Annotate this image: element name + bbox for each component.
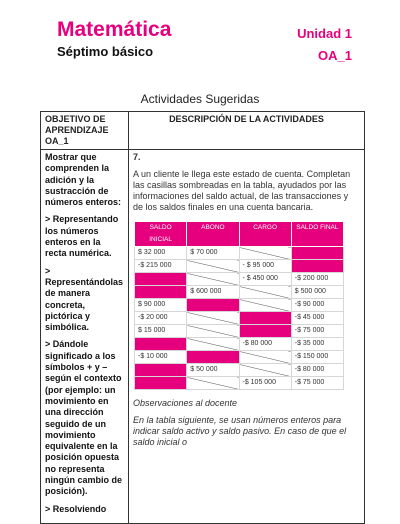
bank-shaded-cell — [135, 273, 187, 286]
bank-crossed-cell — [187, 273, 239, 286]
bank-header-cell: ABONO — [187, 222, 239, 247]
bank-value-cell: $ 500 000 — [291, 286, 343, 299]
bank-crossed-cell — [239, 286, 291, 299]
bank-crossed-cell — [187, 312, 239, 325]
bank-crossed-cell — [239, 351, 291, 364]
bank-row — [135, 325, 344, 338]
bank-header-cell: CARGO — [239, 222, 291, 247]
bank-value-cell: -$ 80 000 — [239, 338, 291, 351]
header-left — [57, 18, 171, 59]
bank-row — [135, 247, 344, 260]
bank-row — [135, 338, 344, 351]
bank-row — [135, 299, 344, 312]
table-header-row — [41, 112, 365, 150]
bank-value-cell: -$ 150 000 — [291, 351, 343, 364]
bank-header-row — [135, 222, 344, 247]
bank-row — [135, 286, 344, 299]
bank-header-cell: SALDO INICIAL — [135, 222, 187, 247]
bank-value-cell: -$ 35 000 — [291, 338, 343, 351]
oa-label: OA_1 — [318, 48, 352, 63]
bank-shaded-cell — [239, 325, 291, 338]
bank-row — [135, 377, 344, 390]
bank-shaded-cell — [135, 286, 187, 299]
bank-value-cell: -$ 80 000 — [291, 364, 343, 377]
objective-bullet: > Representando los números enteros en la recta numérica. — [45, 214, 119, 259]
bank-crossed-cell — [239, 299, 291, 312]
bank-shaded-cell — [291, 247, 343, 260]
unit-label: Unidad 1 — [297, 26, 352, 41]
bank-header-cell: SALDO FINAL — [291, 222, 343, 247]
bank-value-cell: -$ 10 000 — [135, 351, 187, 364]
objective-bullet: > Representándolas de manera concreta, pictórica y simbólica. — [45, 265, 124, 333]
bank-row — [135, 312, 344, 325]
bank-shaded-cell — [135, 377, 187, 390]
observations-title: Observaciones al docente — [133, 398, 238, 408]
bank-value-cell: $ 32 000 — [135, 247, 187, 260]
bank-value-cell: -$ 215 000 — [135, 260, 187, 273]
observations-text: En la tabla siguiente, se usan números enteros para indicar saldo activo y saldo pasivo. En caso de que el saldo inicial o — [133, 415, 347, 447]
bank-crossed-cell — [187, 325, 239, 338]
bank-value-cell: -$ 105 000 — [239, 377, 291, 390]
bank-row — [135, 260, 344, 273]
bank-crossed-cell — [187, 260, 239, 273]
bank-crossed-cell — [187, 338, 239, 351]
objective-cell — [41, 150, 129, 524]
bank-value-cell: -$ 75 000 — [291, 325, 343, 338]
header-right — [297, 26, 352, 63]
description-column-header: DESCRIPCIÓN DE LA ACTIVIDADES — [129, 112, 365, 150]
bank-shaded-cell — [187, 299, 239, 312]
bank-value-cell: - $ 450 000 — [239, 273, 291, 286]
objective-bullet: > Resolviendo — [45, 503, 107, 514]
objective-bullet: > Dándole significado a los símbolos + y – según el contexto (por ejemplo: un movimiento en una dirección seguido de un movimiento equivalente en la posición opuesta no representa ningún cambio de posición). — [45, 339, 123, 497]
bank-crossed-cell — [187, 377, 239, 390]
bank-shaded-cell — [291, 260, 343, 273]
bank-value-cell: $ 50 000 — [187, 364, 239, 377]
bank-value-cell: $ 15 000 — [135, 325, 187, 338]
bank-row — [135, 364, 344, 377]
section-title: Actividades Sugeridas — [140, 92, 260, 106]
bank-value-cell: -$ 45 000 — [291, 312, 343, 325]
bank-value-cell: $ 70 000 — [187, 247, 239, 260]
bank-shaded-cell — [135, 338, 187, 351]
page-subtitle: Séptimo básico — [57, 44, 154, 59]
description-cell — [129, 150, 365, 524]
page-title: Matemática — [57, 18, 172, 41]
bank-value-cell: -$ 75 000 — [291, 377, 343, 390]
bank-shaded-cell — [187, 351, 239, 364]
bank-value-cell: -$ 20 000 — [135, 312, 187, 325]
bank-shaded-cell — [135, 364, 187, 377]
bank-value-cell: - $ 95 000 — [239, 260, 291, 273]
bank-value-cell: $ 90 000 — [135, 299, 187, 312]
bank-value-cell: -$ 90 000 — [291, 299, 343, 312]
objective-column-header: OBJETIVO DE APRENDIZAJE OA_1 — [41, 112, 129, 150]
bank-value-cell: $ 600 000 — [187, 286, 239, 299]
activity-text: A un cliente le llega este estado de cuenta. Completan las casillas sombreadas en la tabla, ayudados por las informaciones del saldo actual, de las transacciones y de los saldos finales en una cuenta bancaria. — [133, 169, 351, 212]
bank-value-cell: -$ 200 000 — [291, 273, 343, 286]
bank-row — [135, 351, 344, 364]
bank-row — [135, 273, 344, 286]
objective-intro: Mostrar que comprenden la adición y la sustracción de números enteros: — [45, 152, 122, 208]
bank-crossed-cell — [239, 247, 291, 260]
activity-number: 7. — [133, 152, 141, 162]
bank-statement-table — [134, 221, 344, 390]
bank-crossed-cell — [239, 364, 291, 377]
table-row — [41, 150, 365, 524]
activities-table — [40, 111, 365, 524]
bank-shaded-cell — [239, 312, 291, 325]
